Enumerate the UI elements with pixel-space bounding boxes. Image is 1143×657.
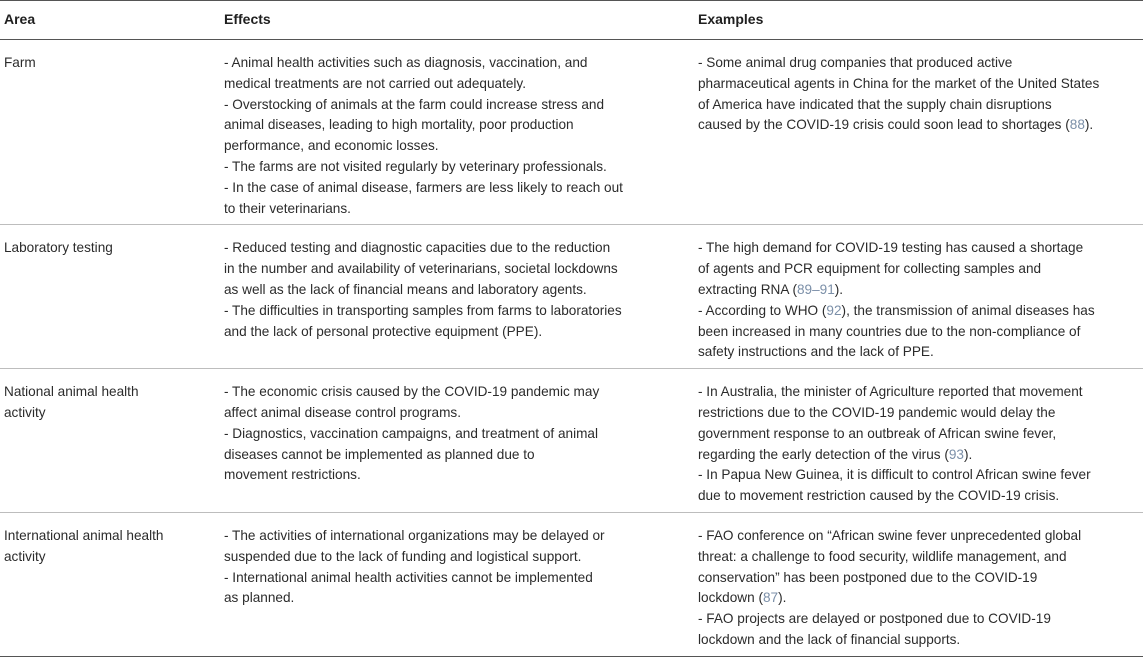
- effects-line: - In the case of animal disease, farmers are less likely to reach out: [224, 179, 623, 195]
- area-line: activity: [4, 548, 46, 564]
- cell-area: [0, 512, 220, 656]
- table-row: [0, 40, 1143, 225]
- effects-line: and the lack of personal protective equipment (PPE).: [224, 323, 543, 339]
- cell-examples: [694, 40, 1143, 225]
- area-line: National animal health: [4, 384, 139, 400]
- examples-line: - In Papua New Guinea, it is difficult to control African swine fever: [698, 467, 1091, 483]
- effects-line: - The activities of international organizations may be delayed or: [224, 527, 605, 543]
- examples-line: - Some animal drug companies that produced active: [698, 55, 1013, 70]
- table-row: [0, 512, 1143, 656]
- cell-effects: [220, 225, 694, 369]
- table-header-row: [0, 1, 1143, 40]
- cell-effects: [220, 40, 694, 225]
- examples-line: - The high demand for COVID-19 testing has caused a shortage: [698, 240, 1084, 256]
- effects-line: medical treatments are not carried out adequately.: [224, 75, 526, 91]
- area-line: International animal health: [4, 527, 164, 543]
- header-effects: Effects: [220, 1, 694, 40]
- effects-line: - The economic crisis caused by the COVID-19 pandemic may: [224, 384, 600, 400]
- area-text: Farm: [4, 55, 36, 70]
- examples-line: regarding the early detection of the virus (93).: [698, 446, 973, 462]
- table-body: [0, 40, 1143, 657]
- examples-line: of agents and PCR equipment for collecting samples and: [698, 261, 1042, 277]
- examples-line: caused by the COVID-19 crisis could soon lead to shortages (88).: [698, 117, 1094, 133]
- cell-examples: [694, 225, 1143, 369]
- reference-link[interactable]: 92: [826, 302, 842, 318]
- examples-line: - According to WHO (92), the transmission of animal diseases has: [698, 302, 1095, 318]
- examples-line: safety instructions and the lack of PPE.: [698, 344, 934, 360]
- reference-link[interactable]: 87: [762, 590, 779, 606]
- effects-line: affect animal disease control programs.: [224, 404, 462, 420]
- reference-link[interactable]: 88: [1069, 117, 1085, 133]
- effects-line: movement restrictions.: [224, 467, 361, 483]
- cell-effects: [220, 369, 694, 513]
- cell-examples: [694, 369, 1143, 513]
- cell-examples: [694, 512, 1143, 656]
- effects-line: animal diseases, leading to high mortality, poor production: [224, 117, 574, 133]
- examples-line: threat: a challenge to food security, wildlife management, and: [698, 548, 1067, 564]
- examples-line: - In Australia, the minister of Agriculture reported that movement: [698, 384, 1083, 400]
- examples-line: - FAO projects are delayed or postponed due to COVID-19: [698, 611, 1051, 627]
- effects-line: performance, and economic losses.: [224, 138, 439, 154]
- area-line: activity: [4, 404, 46, 420]
- effects-line: suspended due to the lack of funding and logistical support.: [224, 548, 582, 564]
- table-row: [0, 225, 1143, 369]
- effects-line: as well as the lack of financial means and laboratory agents.: [224, 281, 587, 297]
- cell-area: [0, 40, 220, 225]
- cell-area: [0, 225, 220, 369]
- area-text: Laboratory testing: [4, 240, 113, 256]
- table-row: [0, 369, 1143, 513]
- examples-line: due to movement restriction caused by the COVID-19 crisis.: [698, 488, 1060, 504]
- reference-link[interactable]: 93: [948, 446, 964, 462]
- header-area: Area: [0, 1, 220, 40]
- cell-area: [0, 369, 220, 513]
- reference-link[interactable]: 89–91: [796, 281, 835, 297]
- effects-line: - Diagnostics, vaccination campaigns, and treatment of animal: [224, 425, 599, 441]
- examples-line: restrictions due to the COVID-19 pandemic would delay the: [698, 404, 1056, 420]
- effects-line: - The farms are not visited regularly by veterinary professionals.: [224, 158, 607, 174]
- examples-line: government response to an outbreak of African swine fever,: [698, 425, 1057, 441]
- effects-line: diseases cannot be implemented as planned due to: [224, 446, 535, 462]
- effects-line: as planned.: [224, 590, 295, 606]
- examples-line: pharmaceutical agents in China for the market of the United States: [698, 75, 1100, 91]
- effects-line: - Animal health activities such as diagnosis, vaccination, and: [224, 55, 588, 70]
- effects-line: - Overstocking of animals at the farm could increase stress and: [224, 96, 605, 112]
- effects-line: - The difficulties in transporting samples from farms to laboratories: [224, 302, 622, 318]
- examples-line: - FAO conference on “African swine fever unprecedented global: [698, 527, 1082, 543]
- effects-line: to their veterinarians.: [224, 200, 351, 216]
- effects-line: in the number and availability of veterinarians, societal lockdowns: [224, 261, 618, 277]
- examples-line: been increased in many countries due to the non-compliance of: [698, 323, 1081, 339]
- examples-line: lockdown (87).: [698, 590, 787, 606]
- examples-line: of America have indicated that the supply chain disruptions: [698, 96, 1052, 112]
- effects-line: - Reduced testing and diagnostic capacities due to the reduction: [224, 240, 611, 256]
- examples-line: extracting RNA (89–91).: [698, 281, 844, 297]
- examples-line: conservation” has been postponed due to the COVID-19: [698, 569, 1038, 585]
- cell-effects: [220, 512, 694, 656]
- header-examples: Examples: [694, 1, 1143, 40]
- examples-line: lockdown and the lack of financial supports.: [698, 631, 961, 647]
- effects-line: - International animal health activities cannot be implemented: [224, 569, 593, 585]
